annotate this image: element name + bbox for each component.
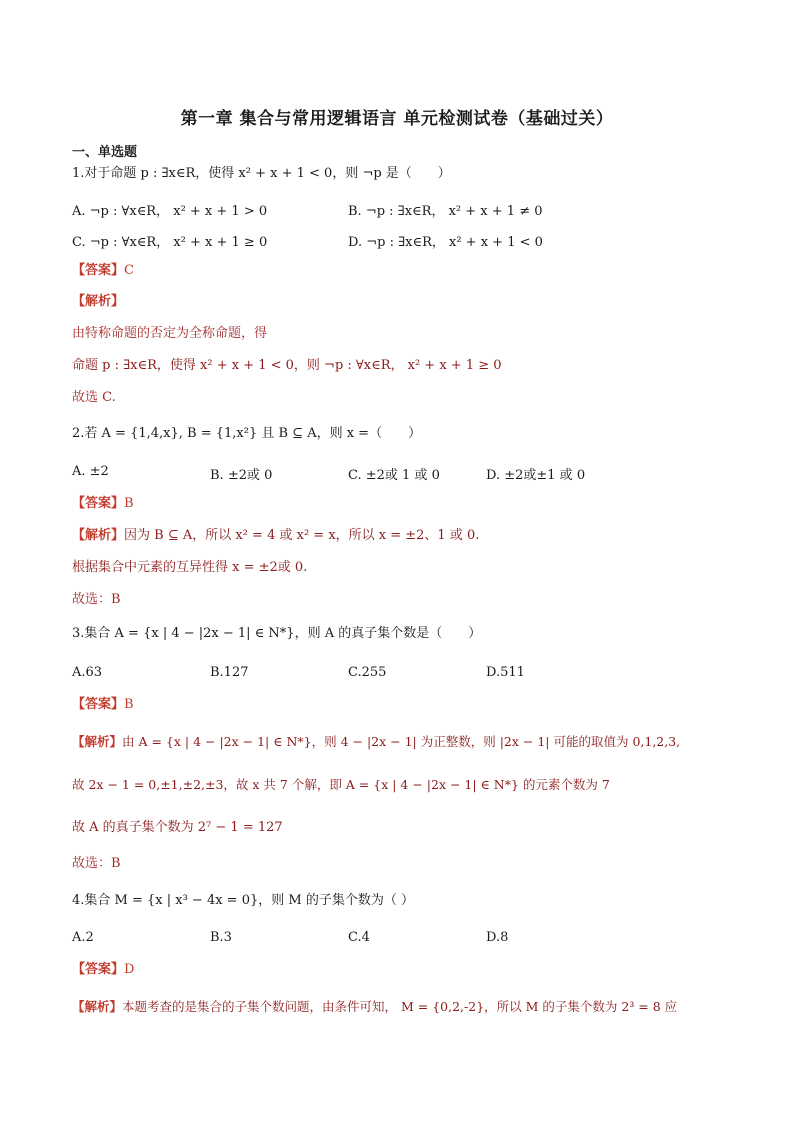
q3-analysis-2: 故 2x − 1 = 0,±1,±2,±3，故 x 共 7 个解，即 A = {x | 4 − |2x − 1| ∈ N*} 的元素个数为 7: [72, 777, 610, 792]
analysis-tag: 【解析】: [72, 528, 125, 543]
section-heading: 一、单选题: [72, 145, 138, 160]
q2-option-d: D. ±2或±1 或 0: [486, 468, 586, 483]
q2-analysis-row: [72, 528, 479, 544]
q4-stem: 4.集合 M = {x | x³ − 4x = 0}，则 M 的子集个数为（ ）: [72, 893, 414, 908]
q1-option-b: B. ¬p : ∃x∈R， x² + x + 1 ≠ 0: [348, 204, 543, 219]
q4-answer: [72, 962, 134, 978]
q1-analysis-1: 由特称命题的否定为全称命题，得: [72, 326, 268, 341]
q3-option-a: A.63: [72, 665, 103, 680]
answer-tag: 【答案】: [72, 496, 125, 511]
q1-analysis-tag: 【解析】: [72, 294, 125, 309]
q3-answer-value: B: [124, 697, 134, 712]
q3-analysis-1: 由 A = {x | 4 − |2x − 1| ∈ N*}，则 4 − |2x − 1| 为正整数，则 |2x − 1| 可能的取值为 0,1,2,3,: [122, 734, 681, 749]
q2-answer: [72, 496, 134, 512]
q3-option-d: D.511: [486, 665, 525, 680]
q2-option-b: B. ±2或 0: [210, 468, 273, 483]
q1-option-c: C. ¬p : ∀x∈R， x² + x + 1 ≥ 0: [72, 235, 268, 250]
q3-analysis-row: [72, 734, 680, 749]
q4-option-d: D.8: [486, 930, 509, 945]
q2-analysis-2: 根据集合中元素的互异性得 x = ±2或 0.: [72, 560, 308, 575]
q4-option-b: B.3: [210, 930, 232, 945]
answer-tag: 【答案】: [72, 962, 125, 977]
q4-option-c: C.4: [348, 930, 370, 945]
page-title: 第一章 集合与常用逻辑语言 单元检测试卷（基础过关）: [180, 109, 614, 129]
q2-option-c: C. ±2或 1 或 0: [348, 468, 440, 483]
q3-stem: 3.集合 A = {x | 4 − |2x − 1| ∈ N*}，则 A 的真子集个数是（ ）: [72, 626, 482, 641]
q1-option-a: A. ¬p : ∀x∈R， x² + x + 1 > 0: [72, 204, 268, 219]
q3-conclusion: 故选：B: [72, 856, 121, 871]
q4-option-a: A.2: [72, 930, 94, 945]
q4-analysis-row: [72, 999, 677, 1014]
answer-tag: 【答案】: [72, 263, 125, 278]
q1-analysis-2: 命题 p : ∃x∈R，使得 x² + x + 1 < 0，则 ¬p : ∀x∈R， x² + x + 1 ≥ 0: [72, 358, 502, 373]
q4-answer-value: D: [124, 962, 135, 977]
q4-analysis-1: 本题考查的是集合的子集个数问题，由条件可知， M = {0,2,-2}，所以 M 的子集个数为 2³ = 8 应: [122, 999, 678, 1014]
q3-answer: [72, 697, 134, 713]
q1-answer: [72, 263, 134, 279]
analysis-tag: 【解析】: [72, 999, 123, 1014]
q3-option-c: C.255: [348, 665, 387, 680]
analysis-tag: 【解析】: [72, 734, 123, 749]
q1-stem: 1.对于命题 p : ∃x∈R，使得 x² + x + 1 < 0，则 ¬p 是（ ）: [72, 166, 451, 181]
q2-answer-value: B: [124, 496, 134, 511]
q3-analysis-3: 故 A 的真子集个数为 2⁷ − 1 = 127: [72, 820, 283, 835]
q2-option-a: A. ±2: [72, 464, 109, 479]
q3-option-b: B.127: [210, 665, 249, 680]
q1-option-d: D. ¬p : ∃x∈R， x² + x + 1 < 0: [348, 235, 543, 250]
q2-stem: 2.若 A = {1,4,x}, B = {1,x²} 且 B ⊆ A，则 x =（ ）: [72, 426, 422, 441]
q1-conclusion: 故选 C.: [72, 390, 116, 405]
q2-analysis-1: 因为 B ⊆ A，所以 x² = 4 或 x² = x，所以 x = ±2、1 或 0.: [124, 528, 480, 543]
answer-tag: 【答案】: [72, 697, 125, 712]
q2-conclusion: 故选：B: [72, 592, 121, 607]
q1-answer-value: C: [124, 263, 134, 278]
